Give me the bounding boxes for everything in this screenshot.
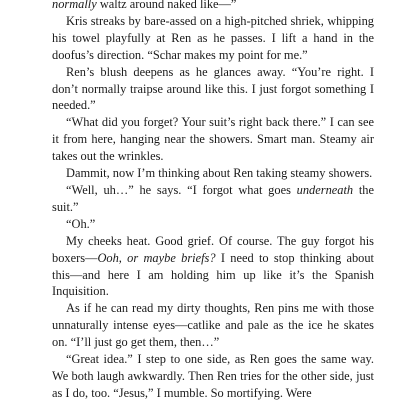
text-segment: “Well, uh…” he says. “I forgot what goes xyxy=(66,182,297,197)
paragraph-6 xyxy=(52,182,374,216)
paragraph-10 xyxy=(52,351,374,400)
text-segment: As if he can read my dirty thoughts, Ren pins me with those unnaturally intense eyes—catlike and pale as the ice he skates on. “I’ll just go get them, then…” xyxy=(52,301,374,350)
page-text xyxy=(52,0,374,400)
emphasis-underneath: underneath xyxy=(296,182,354,197)
text-segment: My cheeks heat. Good grief. Of course. The guy forgot his boxers— xyxy=(52,233,374,265)
paragraph-1 xyxy=(52,0,374,13)
text-segment: I need to stop thinking about this—and here I am holding him up like it’s the Spanish Inquisition. xyxy=(52,250,374,299)
paragraph-3 xyxy=(52,64,374,115)
text-segment: “Great idea.” I step to one side, as Ren goes the same way. We both laugh awkwardly. Then Ren tries for the other side, just as I do, too. “Jesus,” I mumble. So mortifying. Were xyxy=(52,352,374,400)
text-segment: “What did you forget? Your suit’s right back there.” I can see it from here, hanging near the showers. Smart man. Steamy air takes out the wrinkles. xyxy=(52,115,374,164)
paragraph-5 xyxy=(52,165,374,182)
text-segment: “Oh.” xyxy=(66,216,96,231)
paragraph-2 xyxy=(52,13,374,64)
paragraph-9 xyxy=(52,300,374,351)
text-segment: Ren’s blush deepens as he glances away. “You’re right. I don’t normally traipse around like this. I just forgot something I needed.” xyxy=(52,64,374,113)
text-segment: the suit.” xyxy=(52,182,374,214)
emphasis-normally: normally xyxy=(52,0,97,11)
text-segment: Kris streaks by bare-assed on a high-pitched shriek, whipping his towel playfully at Ren as he passes. I lift a hand in the doofus’s direction. “Schar makes my point for me.” xyxy=(52,13,374,62)
text-segment: Dammit, now I’m thinking about Ren taking steamy showers. xyxy=(66,166,373,181)
text-segment: waltz around naked like—” xyxy=(96,0,237,11)
paragraph-7 xyxy=(52,216,374,233)
emphasis-briefs: Ooh, or maybe briefs? xyxy=(97,250,216,265)
paragraph-4 xyxy=(52,114,374,165)
paragraph-8 xyxy=(52,233,374,301)
